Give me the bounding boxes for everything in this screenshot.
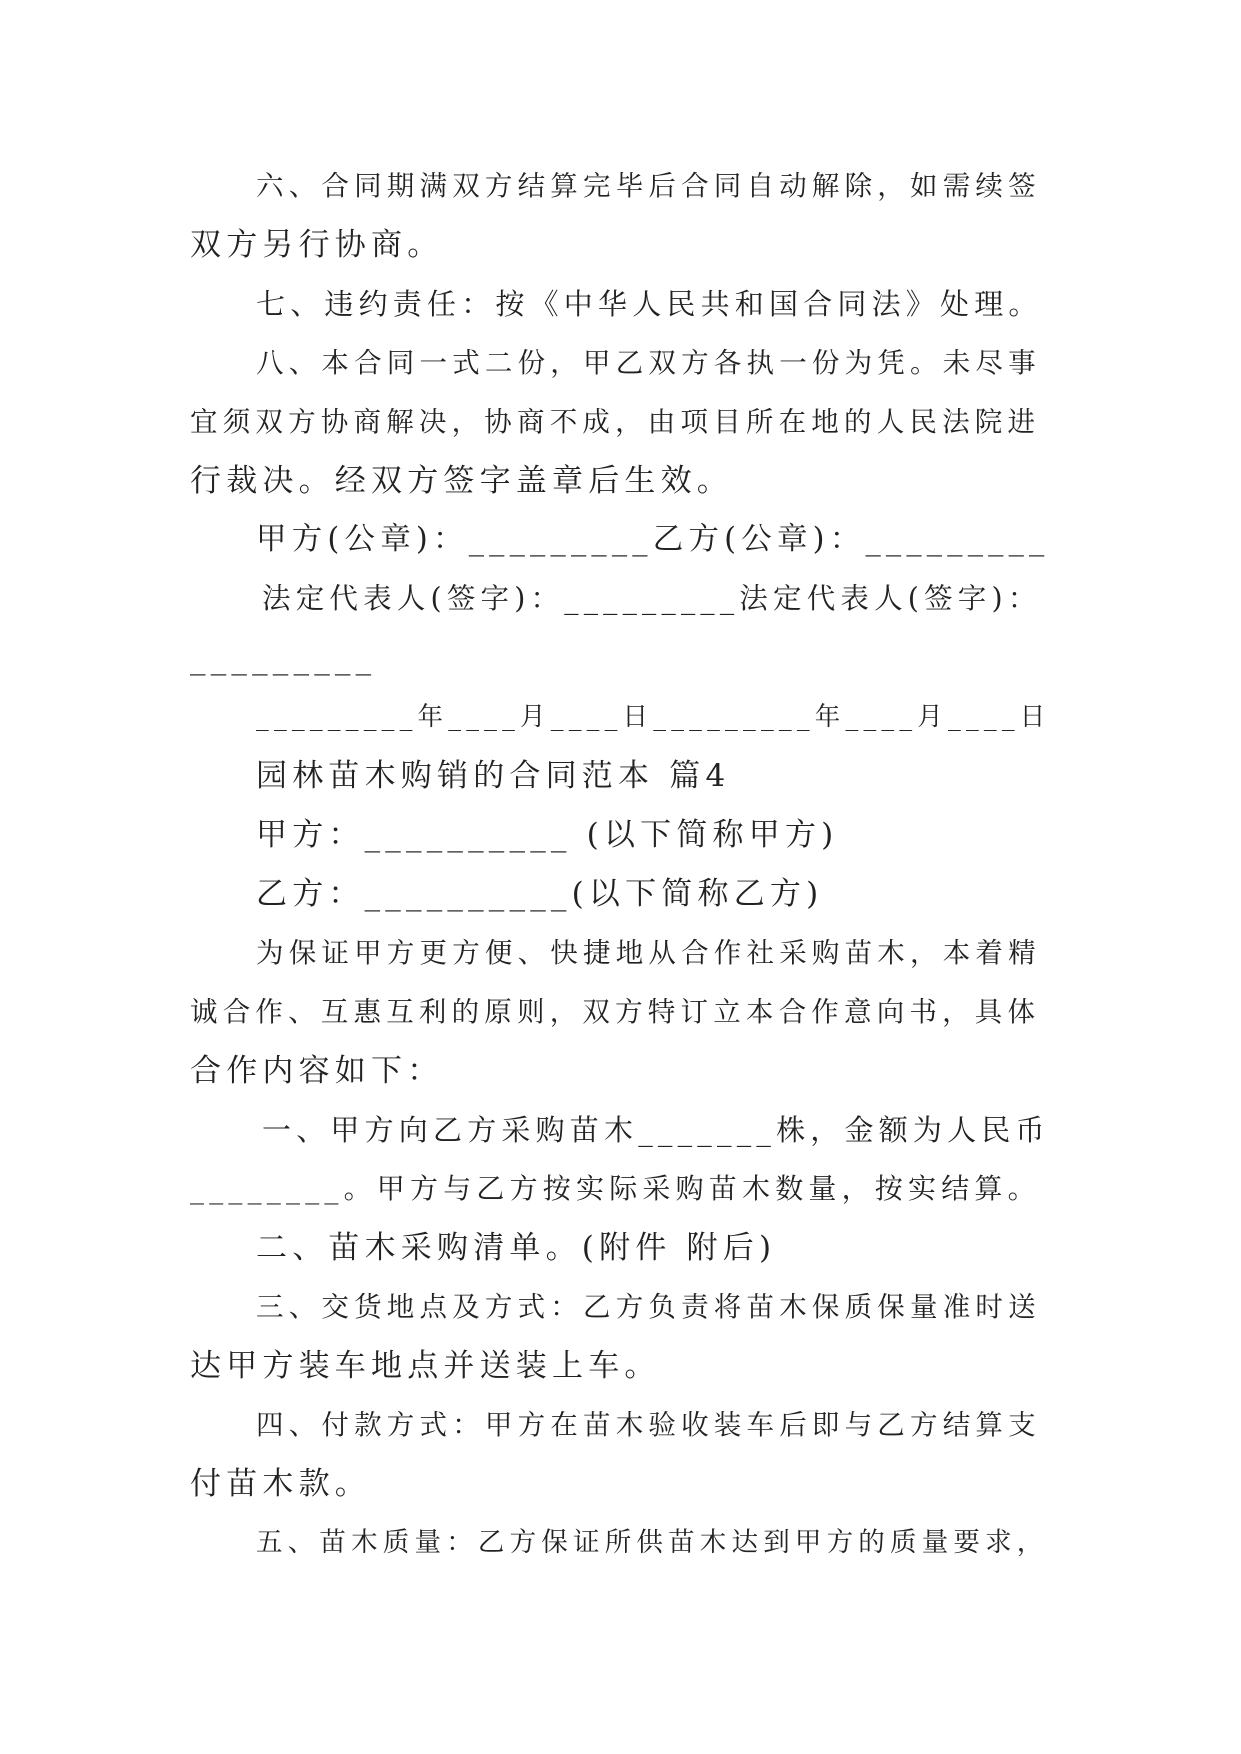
representative-line: 法定代表人(签字)：_________法定代表人(签字)： — [262, 582, 1042, 615]
clause-6-line-2: 双方另行协商。 — [190, 227, 444, 263]
date-line: _________年____月____日_________年____月____日 — [256, 702, 1051, 732]
clause-8-line-2: 宜须双方协商解决，协商不成，由项目所在地的人民法院进 — [190, 406, 1041, 438]
intro-line-2: 诚合作、互惠互利的原则，双方特订立本合作意向书，具体 — [190, 996, 1041, 1028]
intro-line-3: 合作内容如下： — [190, 1053, 444, 1089]
item-1-line-2: ________。甲方与乙方按实际采购苗木数量，按实结算。 — [190, 1172, 1041, 1205]
intro-line-1: 为保证甲方更方便、快捷地从合作社采购苗木，本着精 — [256, 937, 1041, 969]
representative-blank: _________ — [190, 640, 377, 676]
clause-6-line-1: 六、合同期满双方结算完毕后合同自动解除，如需续签 — [256, 170, 1041, 202]
item-2: 二、苗木采购清单。(附件 附后) — [256, 1230, 777, 1266]
seal-line: 甲方(公章)：_________乙方(公章)：_________ — [256, 522, 1050, 557]
clause-7: 七、违约责任：按《中华人民共和国合同法》处理。 — [256, 287, 1043, 321]
clause-8-line-1: 八、本合同一式二份，甲乙双方各执一份为凭。未尽事 — [256, 347, 1041, 379]
item-5-line-1: 五、苗木质量：乙方保证所供苗木达到甲方的质量要求， — [256, 1527, 1049, 1558]
clause-8-line-3: 行裁决。经双方签字盖章后生效。 — [190, 463, 733, 499]
item-3-line-1: 三、交货地点及方式：乙方负责将苗木保质保量准时送 — [256, 1291, 1041, 1323]
party-b-line: 乙方：__________(以下简称乙方) — [256, 876, 824, 912]
party-a-line: 甲方：__________ (以下简称甲方) — [256, 817, 839, 853]
item-4-line-2: 付苗木款。 — [190, 1466, 371, 1502]
item-3-line-2: 达甲方装车地点并送装上车。 — [190, 1348, 661, 1384]
item-1-line-1: 一、甲方向乙方采购苗木_______株，金额为人民币 — [262, 1113, 1050, 1147]
section-title: 园林苗木购销的合同范本 篇4 — [256, 758, 731, 794]
item-4-line-1: 四、付款方式：甲方在苗木验收装车后即与乙方结算支 — [256, 1409, 1041, 1441]
